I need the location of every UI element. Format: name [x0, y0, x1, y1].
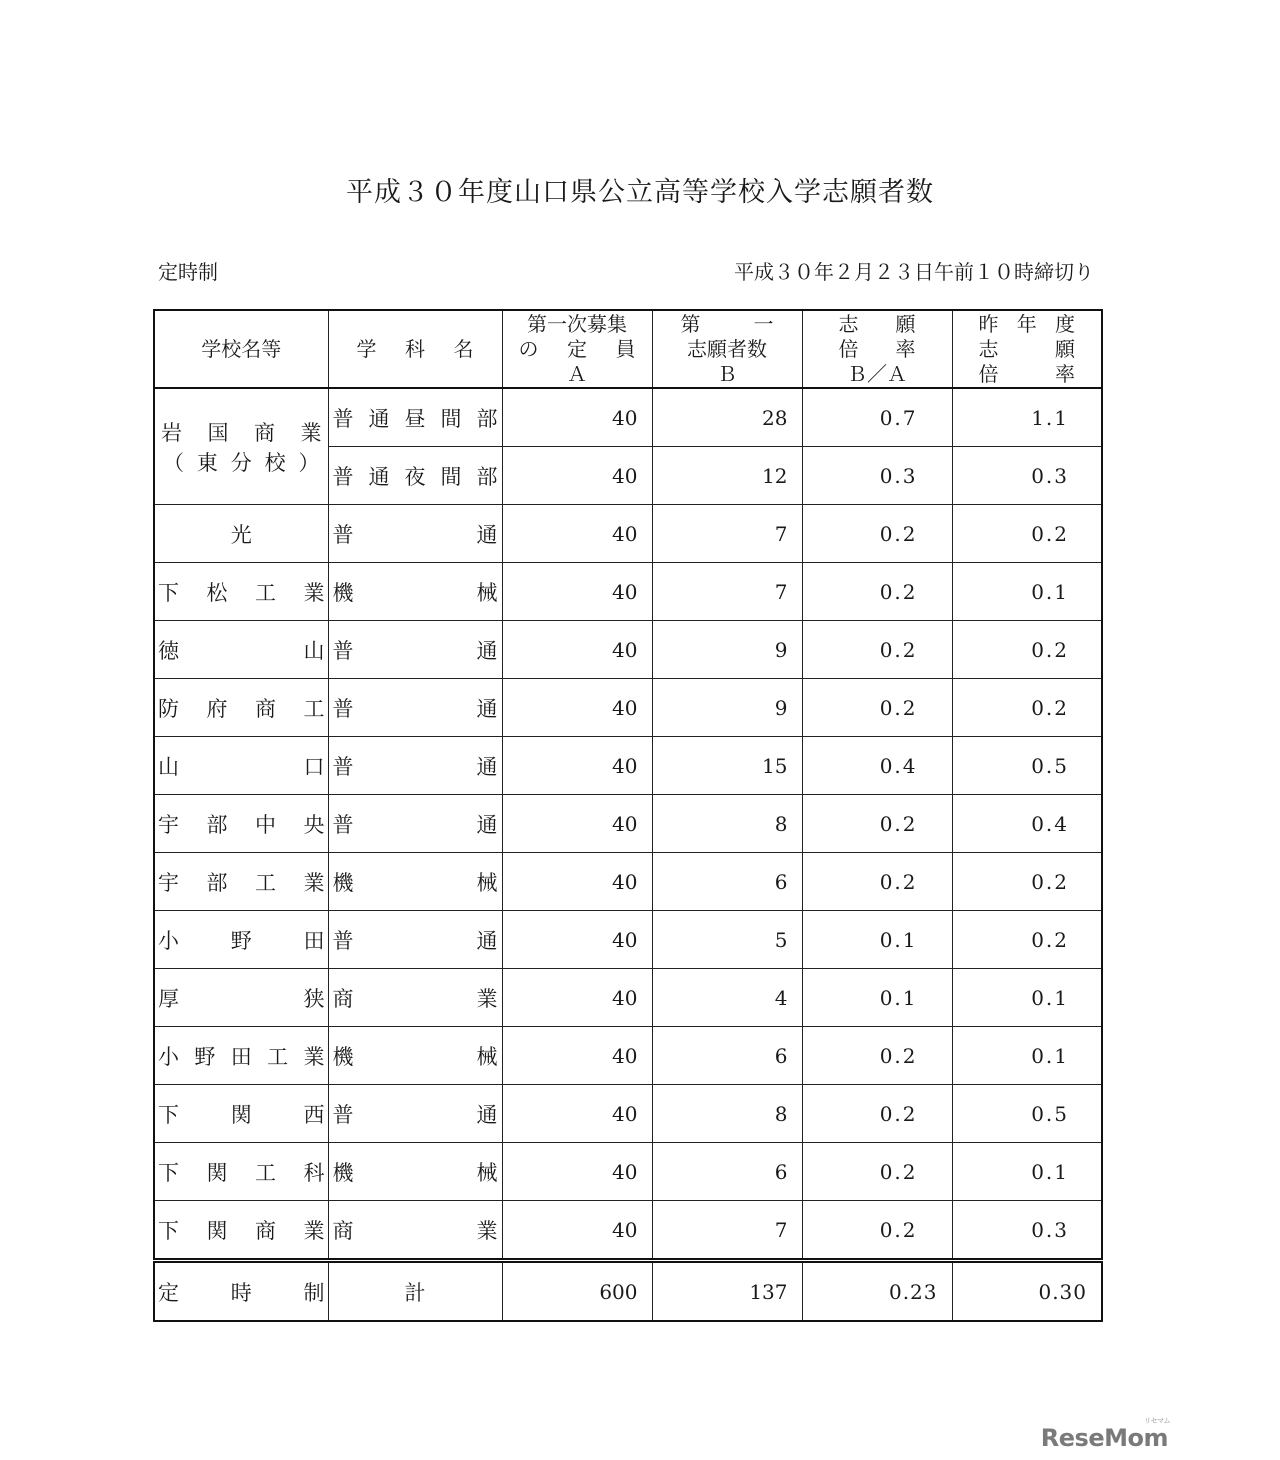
- school-name-cell: 防 府 商 工: [154, 679, 328, 737]
- prev-ratio-cell: 0.4: [952, 795, 1102, 853]
- total-applicants-cell: 137: [652, 1261, 802, 1322]
- capacity-cell: 40: [502, 621, 652, 679]
- prev-ratio-cell: 0.2: [952, 679, 1102, 737]
- applicants-cell: 9: [652, 679, 802, 737]
- prev-ratio-cell: 0.3: [952, 1201, 1102, 1261]
- department-cell: 普 通: [328, 1085, 502, 1143]
- resemom-logo: ReseMom リセマム: [1040, 1417, 1170, 1452]
- applicants-cell: 28: [652, 388, 802, 447]
- prev-ratio-cell: 0.1: [952, 563, 1102, 621]
- table-row: [154, 911, 1102, 969]
- capacity-cell: 40: [502, 505, 652, 563]
- department-cell: 普 通: [328, 679, 502, 737]
- header-department-label: 学 科 名: [356, 336, 474, 361]
- prev-ratio-cell: 0.2: [952, 911, 1102, 969]
- ratio-cell: 0.2: [802, 621, 952, 679]
- department-cell: 普 通: [328, 911, 502, 969]
- capacity-cell: 40: [502, 1201, 652, 1261]
- ratio-cell: 0.2: [802, 1027, 952, 1085]
- table-header-row: [154, 310, 1102, 388]
- table-row: [154, 1085, 1102, 1143]
- table-row: [154, 969, 1102, 1027]
- table-row: [154, 1027, 1102, 1085]
- capacity-cell: 40: [502, 1085, 652, 1143]
- applicants-cell: 7: [652, 1201, 802, 1261]
- total-capacity-cell: 600: [502, 1261, 652, 1322]
- total-prev-ratio-cell: 0.30: [952, 1261, 1102, 1322]
- table-row: [154, 505, 1102, 563]
- capacity-cell: 40: [502, 1143, 652, 1201]
- school-name-cell: 山 口: [154, 737, 328, 795]
- document-title: 平成３０年度山口県公立高等学校入学志願者数: [346, 177, 934, 208]
- total-row: [154, 1261, 1102, 1322]
- department-cell: 普 通: [328, 505, 502, 563]
- school-name-cell: 下 関 商 業: [154, 1201, 328, 1261]
- school-name-cell: 小 野 田: [154, 911, 328, 969]
- department-cell: 機 械: [328, 1027, 502, 1085]
- applicants-cell: 8: [652, 1085, 802, 1143]
- prev-ratio-cell: 0.3: [952, 447, 1102, 505]
- table-row: [154, 388, 1102, 447]
- table-row: [154, 563, 1102, 621]
- school-name-cell: 下 松 工 業: [154, 563, 328, 621]
- capacity-cell: 40: [502, 737, 652, 795]
- school-name-cell: 小 野 田 工 業: [154, 1027, 328, 1085]
- applicants-cell: 6: [652, 853, 802, 911]
- total-department-cell: 計: [328, 1261, 502, 1322]
- prev-ratio-cell: 0.1: [952, 969, 1102, 1027]
- capacity-cell: 40: [502, 1027, 652, 1085]
- applicants-cell: 7: [652, 505, 802, 563]
- capacity-cell: 40: [502, 969, 652, 1027]
- department-cell: 商 業: [328, 1201, 502, 1261]
- header-capacity: 第一次募集 の 定 員 Ａ: [502, 310, 652, 388]
- header-school: 学校名等: [154, 310, 328, 388]
- department-cell: 普 通 昼 間 部: [328, 388, 502, 447]
- school-name-cell: 徳 山: [154, 621, 328, 679]
- applicants-cell: 6: [652, 1143, 802, 1201]
- category-label: 定時制: [158, 260, 218, 284]
- prev-ratio-cell: 0.2: [952, 621, 1102, 679]
- department-cell: 機 械: [328, 1143, 502, 1201]
- ratio-cell: 0.4: [802, 737, 952, 795]
- ratio-cell: 0.2: [802, 1143, 952, 1201]
- table-row: [154, 1201, 1102, 1261]
- applicants-cell: 6: [652, 1027, 802, 1085]
- capacity-cell: 40: [502, 911, 652, 969]
- prev-ratio-cell: 0.2: [952, 853, 1102, 911]
- total-ratio-cell: 0.23: [802, 1261, 952, 1322]
- ratio-cell: 0.2: [802, 853, 952, 911]
- department-cell: 商 業: [328, 969, 502, 1027]
- school-name-cell: 下 関 工 科: [154, 1143, 328, 1201]
- ratio-cell: 0.2: [802, 1085, 952, 1143]
- ratio-cell: 0.2: [802, 563, 952, 621]
- capacity-cell: 40: [502, 563, 652, 621]
- applicants-cell: 15: [652, 737, 802, 795]
- department-cell: 普 通: [328, 737, 502, 795]
- table-row: [154, 679, 1102, 737]
- header-department: [328, 310, 502, 388]
- ratio-cell: 0.7: [802, 388, 952, 447]
- deadline-label: 平成３０年２月２３日午前１０時締切り: [734, 260, 1094, 284]
- department-cell: 普 通: [328, 621, 502, 679]
- table-row: [154, 853, 1102, 911]
- ratio-cell: 0.2: [802, 679, 952, 737]
- department-cell: 普 通: [328, 795, 502, 853]
- school-name-cell: 下 関 西: [154, 1085, 328, 1143]
- ratio-cell: 0.1: [802, 969, 952, 1027]
- capacity-cell: 40: [502, 795, 652, 853]
- applicants-cell: 4: [652, 969, 802, 1027]
- header-ratio: 志 願 倍 率 Ｂ／Ａ: [802, 310, 952, 388]
- table-row: [154, 795, 1102, 853]
- department-cell: 機 械: [328, 563, 502, 621]
- ratio-cell: 0.2: [802, 1201, 952, 1261]
- department-cell: 機 械: [328, 853, 502, 911]
- capacity-cell: 40: [502, 679, 652, 737]
- ratio-cell: 0.1: [802, 911, 952, 969]
- capacity-cell: 40: [502, 447, 652, 505]
- header-applicants: 第 一 志願者数 Ｂ: [652, 310, 802, 388]
- school-name-cell: 宇 部 工 業: [154, 853, 328, 911]
- prev-ratio-cell: 0.5: [952, 1085, 1102, 1143]
- applicants-table: [153, 309, 1103, 1322]
- school-name-cell: 厚 狭: [154, 969, 328, 1027]
- header-prev-ratio: 昨 年 度 志 願 倍 率: [952, 310, 1102, 388]
- ratio-cell: 0.3: [802, 447, 952, 505]
- prev-ratio-cell: 0.5: [952, 737, 1102, 795]
- applicants-cell: 7: [652, 563, 802, 621]
- ratio-cell: 0.2: [802, 505, 952, 563]
- applicants-cell: 8: [652, 795, 802, 853]
- applicants-cell: 12: [652, 447, 802, 505]
- prev-ratio-cell: 1.1: [952, 388, 1102, 447]
- school-name-cell: 宇 部 中 央: [154, 795, 328, 853]
- applicants-cell: 9: [652, 621, 802, 679]
- table-row: [154, 737, 1102, 795]
- school-name-cell: 岩 国 商 業 （ 東 分 校 ）: [154, 388, 328, 505]
- department-cell: 普 通 夜 間 部: [328, 447, 502, 505]
- capacity-cell: 40: [502, 853, 652, 911]
- prev-ratio-cell: 0.1: [952, 1143, 1102, 1201]
- total-label-cell: 定 時 制: [154, 1261, 328, 1322]
- table-row: [154, 621, 1102, 679]
- prev-ratio-cell: 0.1: [952, 1027, 1102, 1085]
- table-row: [154, 1143, 1102, 1201]
- capacity-cell: 40: [502, 388, 652, 447]
- school-name-cell: 光: [154, 505, 328, 563]
- applicants-cell: 5: [652, 911, 802, 969]
- prev-ratio-cell: 0.2: [952, 505, 1102, 563]
- ratio-cell: 0.2: [802, 795, 952, 853]
